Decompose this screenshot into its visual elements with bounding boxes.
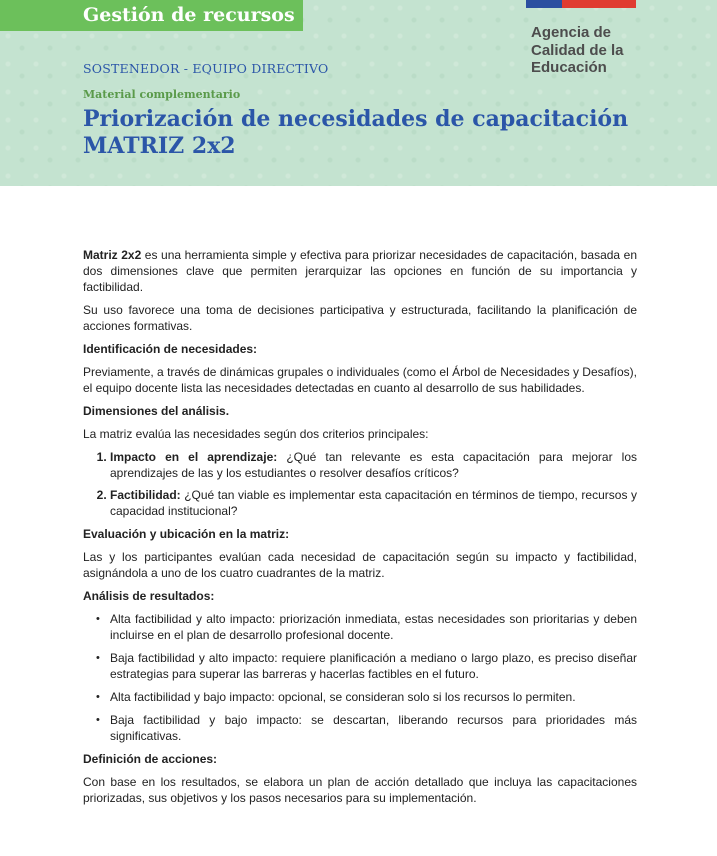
heading-evaluacion: Evaluación y ubicación en la matriz: xyxy=(83,527,290,541)
agency-line-2: Calidad de la xyxy=(531,41,624,59)
intro-text: es una herramienta simple y efectiva para priorizar necesidades de capacitación, basada en dos dimensiones clave que permiten jerarquizar las opciones en función de su importancia y factibilidad. xyxy=(83,248,637,294)
heading-dimensiones: Dimensiones del análisis. xyxy=(83,404,230,418)
flag-red xyxy=(562,0,636,8)
criterion-item xyxy=(110,449,637,481)
agency-logo-text xyxy=(531,24,701,77)
flag-blue xyxy=(526,0,562,8)
result-item: • Alta factibilidad y alto impacto: priorización inmediata, estas necesidades son prioritarias y deben incluirse en el plan de desarrollo profesional docente. xyxy=(110,611,637,643)
heading-identificacion: Identificación de necesidades: xyxy=(83,342,258,356)
definicion-paragraph: Con base en los resultados, se elabora un plan de acción detallado que incluya las capacitaciones priorizadas, sus objetivos y los pasos necesarios para su implementación. xyxy=(83,775,637,805)
title-line-1: Priorización de necesidades de capacitación xyxy=(83,106,629,132)
material-label: Material complementario xyxy=(83,88,241,101)
criterion-label: Impacto en el aprendizaje: xyxy=(110,450,278,464)
section-tag: Gestión de recursos xyxy=(0,0,303,31)
evaluacion-paragraph: Las y los participantes evalúan cada necesidad de capacitación según su impacto y factibilidad, asignándola a uno de los cuatro cuadrantes de la matriz. xyxy=(83,550,637,580)
criterion-text: ¿Qué tan viable es implementar esta capacitación en términos de tiempo, recursos y capacidad institucional? xyxy=(110,488,637,518)
audience-kicker: SOSTENEDOR - EQUIPO DIRECTIVO xyxy=(83,61,329,76)
page-title xyxy=(83,106,683,160)
result-item: • Baja factibilidad y bajo impacto: se descartan, liberando recursos para prioridades más significativas. xyxy=(110,712,637,744)
dimensiones-paragraph: La matriz evalúa las necesidades según dos criterios principales: xyxy=(83,427,429,441)
usage-paragraph: Su uso favorece una toma de decisiones participativa y estructurada, facilitando la planificación de acciones formativas. xyxy=(83,303,637,333)
intro-paragraph xyxy=(83,247,637,295)
header-band xyxy=(0,0,717,186)
result-item: • Alta factibilidad y bajo impacto: opcional, se consideran solo si los recursos lo permiten. xyxy=(110,689,637,705)
intro-term: Matriz 2x2 xyxy=(83,248,142,262)
criterion-label: Factibilidad: xyxy=(110,488,181,502)
title-line-2: MATRIZ 2x2 xyxy=(83,133,236,159)
identificacion-paragraph: Previamente, a través de dinámicas grupales o individuales (como el Árbol de Necesidades y Desafíos), el equipo docente lista las necesidades detectadas en cuanto al desarrollo de sus habilidades. xyxy=(83,365,637,395)
heading-resultados: Análisis de resultados: xyxy=(83,589,215,603)
criterion-item xyxy=(110,487,637,519)
agency-line-1: Agencia de xyxy=(531,24,612,41)
criterion-text: ¿Qué tan relevante es esta capacitación para mejorar los aprendizajes de las y los estudiantes o resolver desafíos críticos? xyxy=(110,450,637,480)
document-body xyxy=(83,247,637,813)
results-list xyxy=(83,611,637,744)
result-item: • Baja factibilidad y alto impacto: requiere planificación a mediano o largo plazo, es preciso diseñar estrategias para superar las barreras y hacerlas factibles en el futuro. xyxy=(110,650,637,682)
agency-line-3: Educación xyxy=(531,59,607,76)
heading-definicion: Definición de acciones: xyxy=(83,752,218,766)
flag-stripe xyxy=(526,0,636,8)
criteria-list xyxy=(83,449,637,519)
